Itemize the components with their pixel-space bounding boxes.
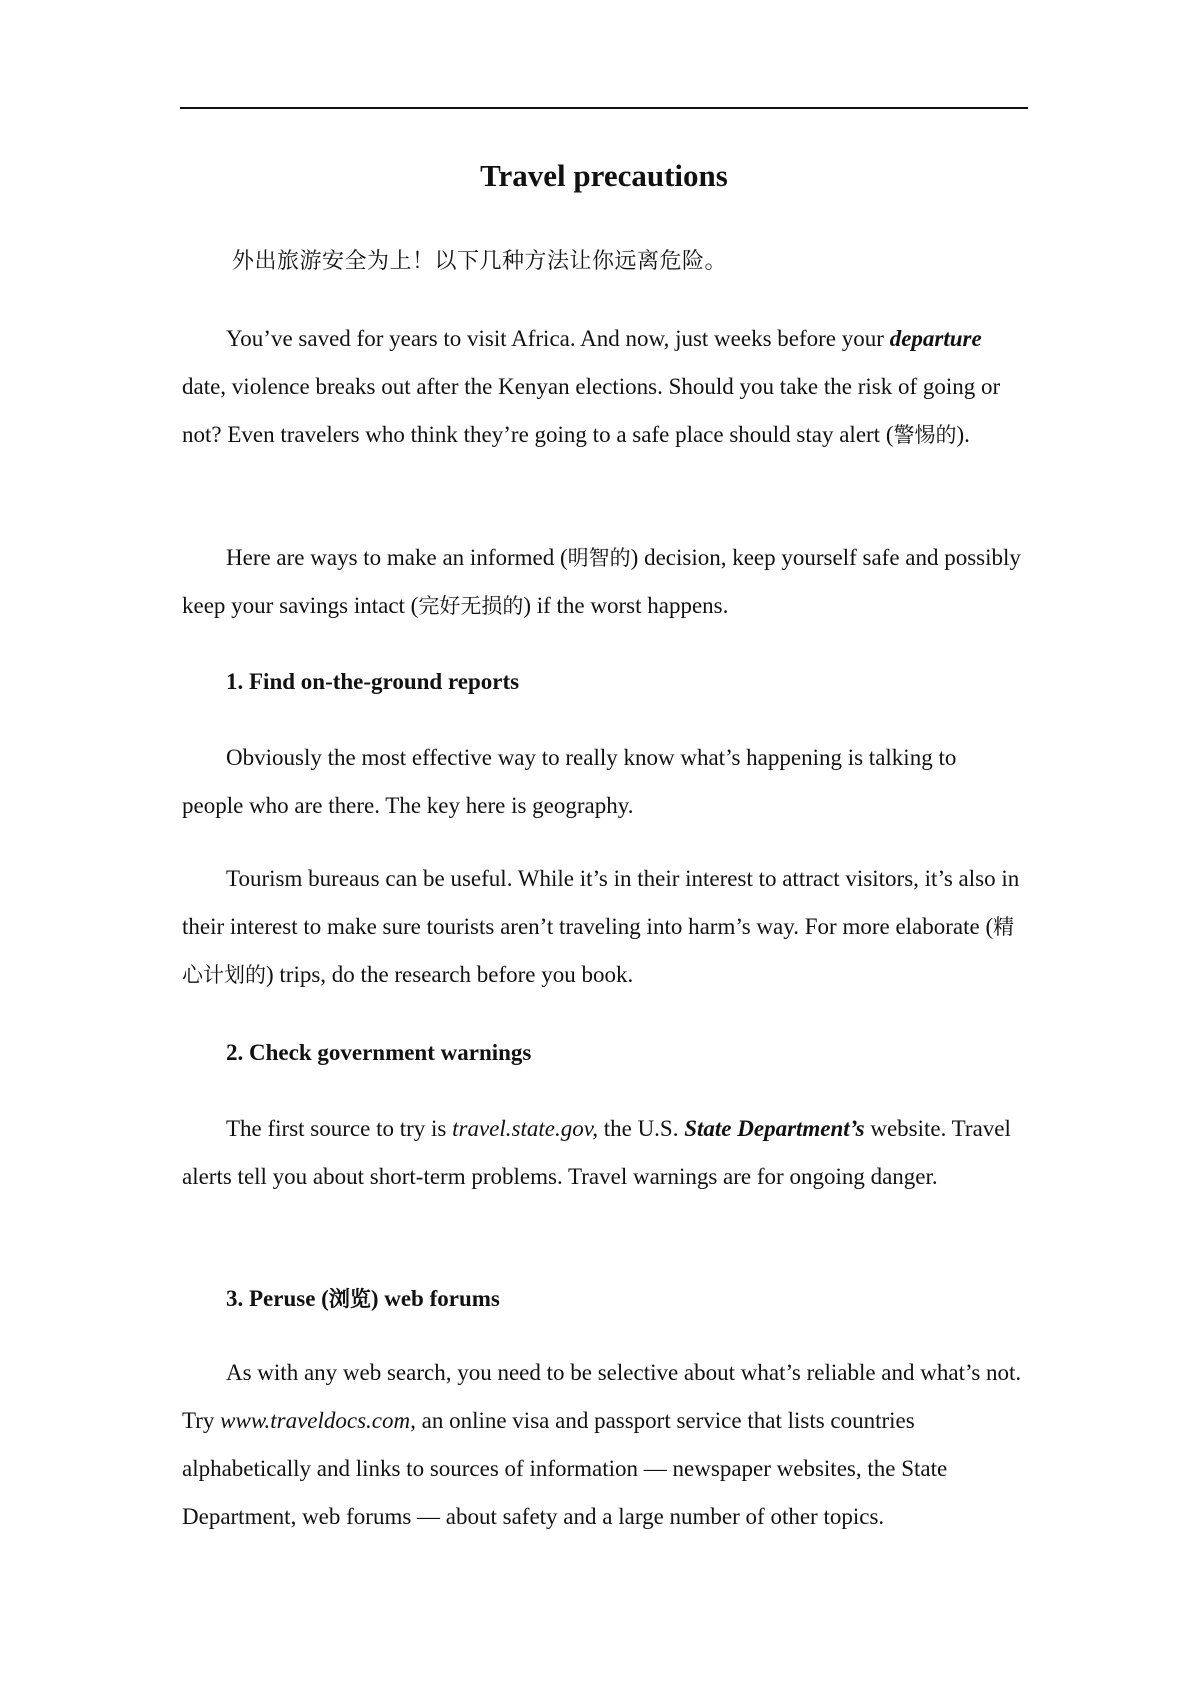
gloss-informed: 明智的: [567, 546, 631, 570]
text-run: You’ve saved for years to visit Africa. And now, just weeks before your: [226, 326, 890, 351]
text-run: ) web forums: [370, 1286, 500, 1311]
paragraph-state-department: [182, 1105, 1022, 1201]
text-run: website. Travel alerts tell you about short-term problems. Travel warnings are for ongoing danger.: [182, 1116, 1011, 1189]
text-run: date, violence breaks out after the Kenyan elections. Should you take the risk of going or not? Even travelers who think they’re going to a safe place should stay alert (: [182, 374, 1001, 447]
section-heading-2: 2. Check government warnings: [226, 1040, 532, 1065]
text-run: The first source to try is: [226, 1116, 453, 1141]
paragraph-tourism-bureaus: [182, 855, 1022, 999]
text-run: an online visa and passport service that lists countries alphabetically and links to sources of information — newspaper websites, the State Department, web forums — about safety and a large number of other topics.: [182, 1408, 948, 1529]
text-run: ) trips, do the research before you book.: [266, 962, 634, 987]
text-run: 3. Peruse (: [226, 1286, 329, 1311]
gloss-peruse: 浏览: [328, 1287, 371, 1311]
keyword-departure: departure: [889, 326, 982, 351]
chinese-intro: 外出旅游安全为上！以下几种方法让你远离危险。: [232, 249, 728, 274]
section-heading-3: [182, 1275, 1022, 1323]
text-run: the U.S.: [597, 1116, 685, 1141]
gloss-elaborate: 精心计划的: [182, 915, 1015, 987]
text-run: Here are ways to make an informed (: [226, 545, 568, 570]
text-run: Tourism bureaus can be useful. While it’s in their interest to attract visitors, it’s also in their interest to make sure tourists aren’t traveling into harm’s way. For more elaborate (: [182, 866, 1020, 939]
section-heading-1: 1. Find on-the-ground reports: [226, 669, 520, 694]
gloss-intact: 完好无损的: [418, 594, 524, 618]
text-run: ) decision, keep yourself safe and possibly keep your savings intact (: [182, 545, 1021, 618]
paragraph-africa-trip: [182, 315, 1022, 459]
gloss-alert: 警惕的: [893, 423, 957, 447]
paragraph-informed-decision: [182, 534, 1022, 630]
link-travel-state-gov: travel.state.gov,: [452, 1116, 598, 1141]
header-rule: [180, 107, 1028, 109]
keyword-state-department: State Department’s: [684, 1116, 865, 1141]
paragraph-web-forums: [182, 1349, 1022, 1541]
text-run: ) if the worst happens.: [523, 593, 729, 618]
link-traveldocs: www.traveldocs.com,: [220, 1408, 416, 1433]
text-run: ).: [956, 422, 970, 447]
document-title: Travel precautions: [480, 158, 728, 193]
paragraph-talk-to-people: Obviously the most effective way to really know what’s happening is talking to people who are there. The key here is geography.: [182, 745, 957, 818]
text-run: As with any web search, you need to be selective about what’s reliable and what’s not. Try: [182, 1360, 1022, 1433]
